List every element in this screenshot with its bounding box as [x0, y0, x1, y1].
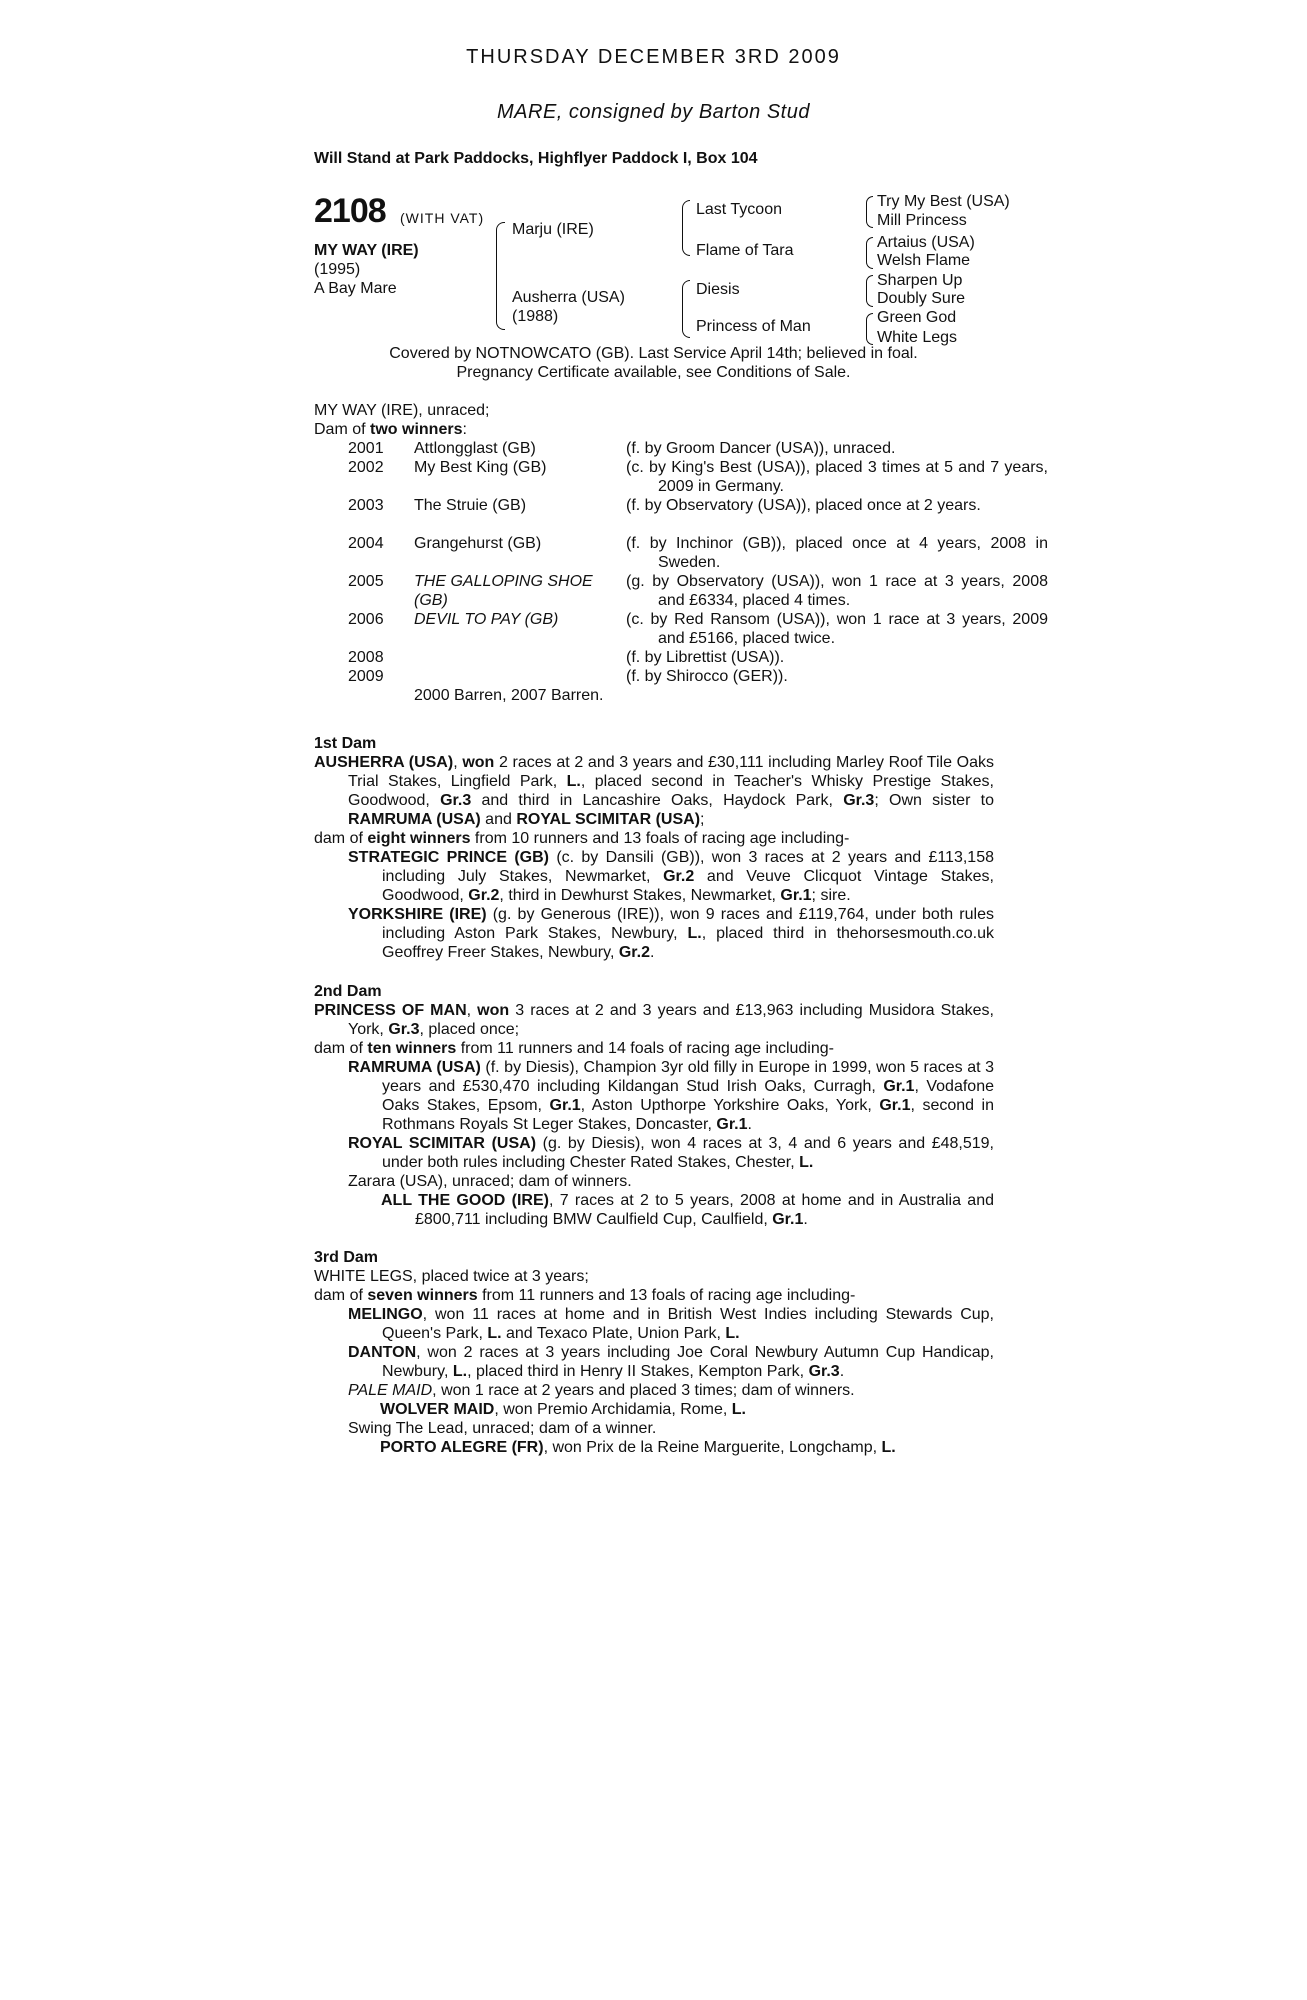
pedigree-gen3-6: Doubly Sure [877, 290, 966, 307]
third-dam-heading: 3rd Dam [314, 1249, 379, 1266]
pedigree-brace-g12 [866, 196, 873, 228]
progeny-entry: PALE MAID, won 1 race at 2 years and placed 3 times; dam of winners. [348, 1382, 855, 1399]
pedigree-gen3-7: Green God [877, 309, 957, 326]
progeny-entry: DANTON, won 2 races at 3 years including Joe Coral Newbury Autumn Cup Handicap, Newbury, L., placed third in Henry II Stakes, Kempton Park, Gr.3. [348, 1344, 994, 1380]
third-dam-produce-summary: dam of seven winners from 11 runners and 13 foals of racing age including- [314, 1287, 856, 1304]
pedigree-dam-sire: Diesis [696, 281, 740, 298]
consignor-line: MARE, consigned by Barton Stud [497, 101, 810, 123]
pedigree-brace-dam [682, 280, 690, 338]
second-dam-section [314, 982, 994, 1229]
horse-year: (1995) [314, 261, 361, 278]
third-dam-record: WHITE LEGS, placed twice at 3 years; [314, 1268, 589, 1285]
produce-row: 2006 DEVIL TO PAY (GB) (c. by Red Ransom (USA)), won 1 race at 3 years, 2009 and £5166, placed twice. [348, 611, 1048, 647]
second-dam-record: PRINCESS OF MAN, won 3 races at 2 and 3 years and £13,963 including Musidora Stakes, York, Gr.3, placed once; [314, 1002, 994, 1038]
stand-location: Will Stand at Park Paddocks, Highflyer Paddock I, Box 104 [314, 150, 758, 167]
pedigree-gen3-4: Welsh Flame [877, 252, 971, 269]
progeny-entry: ROYAL SCIMITAR (USA) (g. by Diesis), won 4 races at 3, 4 and 6 years and £48,519, under both rules including Chester Rated Stakes, Chester, L. [348, 1135, 995, 1171]
produce-row: 2003 The Struie (GB) (f. by Observatory (USA)), placed once at 2 years. [348, 497, 981, 514]
produce-row: 2008 (f. by Librettist (USA)). [348, 649, 785, 666]
progeny-entry: STRATEGIC PRINCE (GB) (c. by Dansili (GB)), won 3 races at 2 years and £113,158 including July Stakes, Newmarket, Gr.2 and Veuve Clicquot Vintage Stakes, Goodwood, Gr.2, third in Dewhurst Stakes, Newmarket, Gr.1; sire. [348, 849, 995, 904]
pedigree-sire: Marju (IRE) [512, 221, 594, 238]
sale-date: THURSDAY DECEMBER 3RD 2009 [466, 46, 841, 68]
lot-number: 2108 [314, 192, 386, 230]
produce-intro: MY WAY (IRE), unraced; [314, 402, 490, 419]
pedigree-brace-g34 [866, 237, 873, 269]
third-dam-section [314, 1248, 994, 1457]
produce-row: 2009 (f. by Shirocco (GER)). [348, 668, 788, 685]
second-dam-heading: 2nd Dam [314, 983, 382, 1000]
progeny-entry: RAMRUMA (USA) (f. by Diesis), Champion 3yr old filly in Europe in 1999, won 5 races at 3 years and £530,470 including Kildangan Stud Irish Oaks, Curragh, Gr.1, Vodafone Oaks Stakes, Epsom, Gr.1, Aston Upthorpe Yorkshire Oaks, York, Gr.1, second in Rothmans Royals St Leger Stakes, Doncaster, Gr.1. [348, 1059, 995, 1133]
covered-line: Covered by NOTNOWCATO (GB). Last Service April 14th; believed in foal. [389, 345, 918, 362]
produce-row: 2002 My Best King (GB) (c. by King's Best (USA)), placed 3 times at 5 and 7 years, 2009 in Germany. [348, 459, 1048, 495]
pedigree-gen3-2: Mill Princess [877, 212, 967, 229]
pedigree-brace-sire [682, 200, 690, 256]
pedigree-gen3-8: White Legs [877, 329, 958, 346]
first-dam-record: AUSHERRA (USA), won 2 races at 2 and 3 years and £30,111 including Marley Roof Tile Oaks Trial Stakes, Lingfield Park, L., placed second in Teacher's Whisky Prestige Stakes, Goodwood, Gr.3 and third in Lancashire Oaks, Haydock Park, Gr.3; Own sister to RAMRUMA (USA) and ROYAL SCIMITAR (USA); [314, 754, 995, 828]
produce-row: 2001 Attlongglast (GB) (f. by Groom Dancer (USA)), unraced. [348, 440, 896, 457]
first-dam-produce-summary: dam of eight winners from 10 runners and 13 foals of racing age including- [314, 830, 850, 847]
pedigree-dam-dam: Princess of Man [696, 318, 811, 335]
pedigree-dam: Ausherra (USA) [512, 289, 625, 306]
pedigree-sire-sire: Last Tycoon [696, 201, 782, 218]
second-dam-produce-summary: dam of ten winners from 11 runners and 14 foals of racing age including- [314, 1040, 834, 1057]
progeny-entry: PORTO ALEGRE (FR), won Prix de la Reine Marguerite, Longchamp, L. [380, 1439, 896, 1456]
pregnancy-line: Pregnancy Certificate available, see Conditions of Sale. [456, 364, 851, 381]
barren-years: 2000 Barren, 2007 Barren. [414, 687, 604, 704]
horse-description: A Bay Mare [314, 280, 397, 297]
pedigree-dam-year: (1988) [512, 308, 559, 325]
vat-note: (WITH VAT) [400, 210, 485, 226]
produce-record: MY WAY (IRE), unraced; Dam of two winners: 2001 Attlongglast (GB) (f. by Groom Dancer (USA)), unraced. 2002 My Best King (GB) (c. by King's Best (USA)), placed 3 times at 5 and 7 years, 2009 in Germany. 2003 The Struie (GB) (f. by Observatory (USA)), placed once at 2 years. 2004 Grangehurst (GB) (f. by Inchinor (GB)), placed once at 4 years, 2008 in Sweden. 2005 THE GALLOPING SHOE (GB) (g. by Observatory (USA)), won 1 race at 3 years, 2008 and £6334, placed 4 times. 2006 DEVIL TO PAY (GB) (c. by Red Ransom (USA)), won 1 race at 3 years, 2009 and £5166, placed twice. 2008 (f. by Librettist (USA)). 2009 (f. by Shirocco (GER)). 2000 Barren, 2007 Barren. [314, 402, 1048, 704]
pedigree-gen3-5: Sharpen Up [877, 272, 963, 289]
produce-row: 2004 Grangehurst (GB) (f. by Inchinor (GB)), placed once at 4 years, 2008 in Sweden. [348, 535, 1048, 571]
first-dam-heading: 1st Dam [314, 735, 377, 752]
progeny-entry: YORKSHIRE (IRE) (g. by Generous (IRE)), won 9 races and £119,764, under both rules including Aston Park Stakes, Newbury, L., placed third in thehorsesmouth.co.uk Geoffrey Freer Stakes, Newbury, Gr.2. [348, 906, 995, 961]
pedigree-brace-g78 [866, 313, 873, 345]
first-dam-section [314, 734, 994, 962]
pedigree-sire-dam: Flame of Tara [696, 242, 794, 259]
pedigree-brace-g56 [866, 275, 873, 307]
pedigree-gen3-1: Try My Best (USA) [877, 193, 1010, 210]
progeny-entry: Swing The Lead, unraced; dam of a winner. [348, 1420, 657, 1437]
progeny-entry: WOLVER MAID, won Premio Archidamia, Rome, L. [380, 1401, 746, 1418]
progeny-entry: Zarara (USA), unraced; dam of winners. [348, 1173, 632, 1190]
progeny-entry: MELINGO, won 11 races at home and in British West Indies including Stewards Cup, Queen's Park, L. and Texaco Plate, Union Park, L. [348, 1306, 994, 1342]
progeny-entry: ALL THE GOOD (IRE), 7 races at 2 to 5 years, 2008 at home and in Australia and £800,711 including BMW Caulfield Cup, Caulfield, Gr.1. [381, 1192, 994, 1228]
winner-count: two winners [370, 421, 463, 438]
produce-row: 2005 THE GALLOPING SHOE (GB) (g. by Observatory (USA)), won 1 race at 3 years, 2008 and £6334, placed 4 times. [348, 573, 1048, 609]
pedigree-gen3-3: Artaius (USA) [877, 234, 975, 251]
horse-name: MY WAY (IRE) [314, 242, 419, 259]
